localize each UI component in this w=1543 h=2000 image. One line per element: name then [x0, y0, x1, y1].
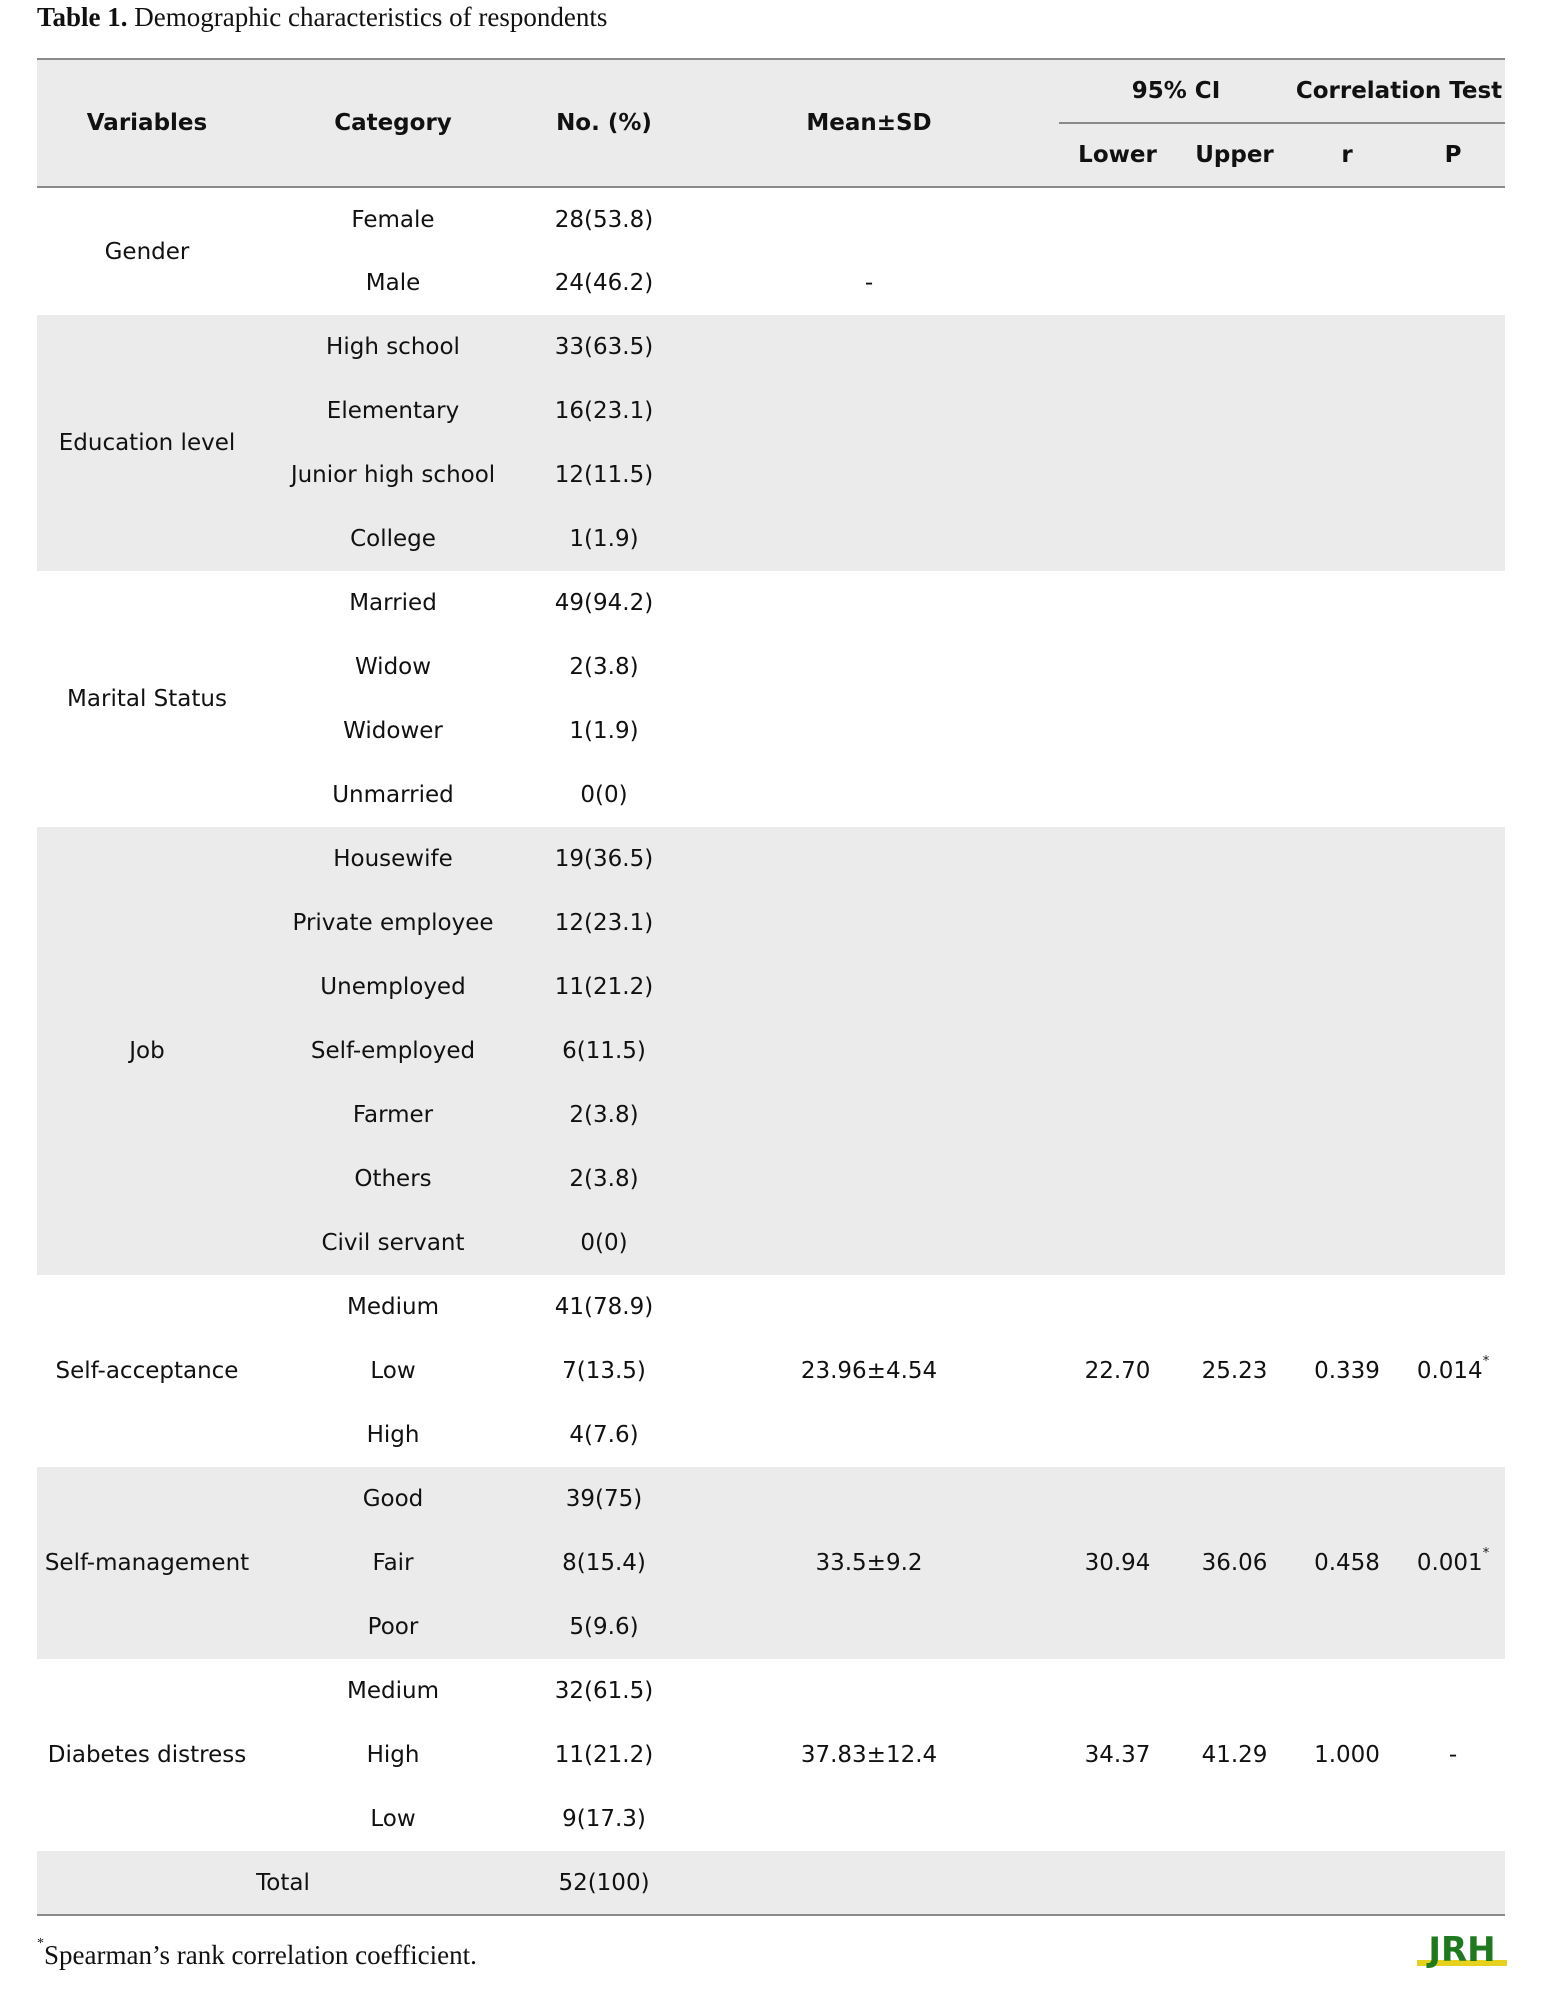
header-r: r: [1293, 123, 1401, 187]
header-category: Category: [257, 59, 529, 187]
header-correlation-test: Correlation Test: [1293, 59, 1505, 123]
group-education: [37, 315, 1505, 571]
variable-cell: Job: [37, 827, 257, 1275]
ci-lower-cell: 22.70: [1084, 1358, 1151, 1384]
category-cell: Medium: [347, 1678, 439, 1704]
significance-mark: *: [1482, 1354, 1490, 1369]
variable-cell: Self-acceptance: [55, 1358, 239, 1384]
p-value: 0.001: [1416, 1550, 1483, 1576]
table-row: [37, 955, 1505, 1019]
category-cell: Widower: [343, 718, 443, 744]
variable-cell: Marital Status: [67, 686, 227, 712]
variable-cell: Diabetes distress: [47, 1742, 247, 1768]
count-cell: 19(36.5): [529, 827, 679, 891]
variable-cell: Gender: [104, 238, 190, 265]
count-cell: 11(21.2): [529, 955, 679, 1019]
logo-text: JRH: [1428, 1930, 1496, 1970]
category-cell: Medium: [347, 1294, 439, 1320]
count-cell: 41(78.9): [554, 1294, 654, 1320]
count-cell: 28(53.8): [554, 206, 654, 233]
table-number: Table 1.: [37, 2, 128, 32]
ci-upper-cell: 25.23: [1201, 1358, 1268, 1384]
count-cell: 7(13.5): [562, 1358, 646, 1384]
category-cell: Good: [257, 1467, 529, 1531]
table-row: [37, 827, 1505, 891]
count-cell: 1(1.9): [569, 718, 639, 744]
table-row: [37, 315, 1505, 379]
category-cell: Married: [349, 590, 437, 616]
table-title: Demographic characteristics of respondents: [134, 2, 608, 32]
category-cell: Self-employed: [257, 1019, 529, 1083]
group-marital-status: [37, 571, 1505, 827]
variable-cell: Education level: [37, 315, 257, 571]
journal-logo: [1417, 1930, 1507, 1970]
header-upper: Upper: [1176, 123, 1293, 187]
category-cell: College: [257, 507, 529, 571]
variable-cell: Self-management: [37, 1467, 257, 1659]
group-self-acceptance: [37, 1275, 1505, 1467]
table-row: [37, 507, 1505, 571]
header-95ci: 95% CI: [1059, 59, 1293, 123]
header-no-pct: No. (%): [529, 59, 679, 187]
count-cell: 49(94.2): [554, 590, 654, 616]
significance-mark: *: [1482, 1546, 1490, 1561]
ci-lower-cell: 30.94: [1059, 1467, 1176, 1659]
count-cell: 2(3.8): [529, 1147, 679, 1211]
count-cell: 6(11.5): [529, 1019, 679, 1083]
count-cell: 24(46.2): [554, 270, 654, 296]
count-cell: 0(0): [580, 782, 628, 808]
footnote-mark: *: [37, 1936, 44, 1951]
category-cell: Low: [370, 1358, 416, 1384]
r-cell: 0.458: [1293, 1467, 1401, 1659]
ci-upper-cell: 41.29: [1201, 1742, 1268, 1768]
ci-lower-cell: 34.37: [1084, 1742, 1151, 1768]
category-cell: Housewife: [257, 827, 529, 891]
category-cell: Female: [351, 206, 435, 233]
table-row: [37, 1083, 1505, 1147]
total-section: [37, 1851, 1505, 1915]
count-cell: 2(3.8): [529, 1083, 679, 1147]
count-cell: 4(7.6): [569, 1422, 639, 1448]
table-row: [37, 1211, 1505, 1275]
header-variables: Variables: [37, 59, 257, 187]
ci-upper-cell: 36.06: [1176, 1467, 1293, 1659]
total-count: 52(100): [529, 1851, 679, 1915]
total-row: [37, 1851, 1505, 1915]
mean-sd-cell: 23.96±4.54: [800, 1358, 938, 1384]
header-lower: Lower: [1059, 123, 1176, 187]
category-cell: Low: [370, 1806, 416, 1832]
category-cell: High school: [257, 315, 529, 379]
p-cell: [1401, 1275, 1505, 1467]
header-p: P: [1401, 123, 1505, 187]
count-cell: 2(3.8): [569, 654, 639, 680]
category-cell: High: [366, 1742, 420, 1768]
r-cell: 0.339: [1314, 1358, 1380, 1384]
category-cell: Farmer: [257, 1083, 529, 1147]
count-cell: 39(75): [529, 1467, 679, 1531]
mean-sd-cell: 33.5±9.2: [679, 1467, 1059, 1659]
count-cell: 33(63.5): [529, 315, 679, 379]
category-cell: Unemployed: [257, 955, 529, 1019]
table-header: [37, 59, 1505, 187]
count-cell: 1(1.9): [529, 507, 679, 571]
header-mean-sd: Mean±SD: [679, 59, 1059, 187]
group-self-management: [37, 1467, 1505, 1659]
count-cell: 32(61.5): [554, 1678, 654, 1704]
mean-sd-cell: -: [864, 270, 874, 296]
table-row: [37, 187, 1505, 251]
count-cell: 8(15.4): [529, 1531, 679, 1595]
category-cell: Elementary: [257, 379, 529, 443]
table-caption: [37, 0, 607, 34]
table-row: [37, 251, 1505, 315]
table-row: [37, 1467, 1505, 1531]
total-label: Total: [37, 1851, 529, 1915]
table-row: [37, 1019, 1505, 1083]
demographics-table: [37, 58, 1505, 1916]
table-row: [37, 1659, 1505, 1723]
category-cell: Civil servant: [257, 1211, 529, 1275]
group-job: [37, 827, 1505, 1275]
r-cell: 1.000: [1314, 1742, 1380, 1768]
count-cell: 16(23.1): [529, 379, 679, 443]
category-cell: Male: [365, 270, 421, 296]
p-cell: [1401, 1467, 1505, 1659]
table-row: [37, 1147, 1505, 1211]
table-row: [37, 891, 1505, 955]
category-cell: Poor: [257, 1595, 529, 1659]
count-cell: 12(11.5): [529, 443, 679, 507]
category-cell: Widow: [354, 654, 432, 680]
category-cell: Others: [257, 1147, 529, 1211]
p-value: 0.014: [1416, 1358, 1483, 1384]
table-row: [37, 379, 1505, 443]
mean-sd-cell: 37.83±12.4: [800, 1742, 938, 1768]
table-row: [37, 1275, 1505, 1339]
category-cell: Unmarried: [332, 782, 454, 808]
category-cell: Private employee: [257, 891, 529, 955]
table-row: [37, 443, 1505, 507]
category-cell: Fair: [257, 1531, 529, 1595]
p-cell: -: [1448, 1742, 1458, 1768]
table-row: [37, 763, 1505, 827]
group-diabetes-distress: [37, 1659, 1505, 1851]
count-cell: 5(9.6): [529, 1595, 679, 1659]
table-footnote: [37, 1936, 477, 1971]
category-cell: Junior high school: [257, 443, 529, 507]
table-row: [37, 571, 1505, 635]
group-gender: [37, 187, 1505, 315]
table-row: [37, 699, 1505, 763]
count-cell: 11(21.2): [554, 1742, 654, 1768]
count-cell: 12(23.1): [529, 891, 679, 955]
count-cell: 0(0): [529, 1211, 679, 1275]
category-cell: High: [366, 1422, 420, 1448]
count-cell: 9(17.3): [562, 1806, 646, 1832]
table-row: [37, 635, 1505, 699]
footnote-text: Spearman’s rank correlation coefficient.: [44, 1940, 477, 1970]
